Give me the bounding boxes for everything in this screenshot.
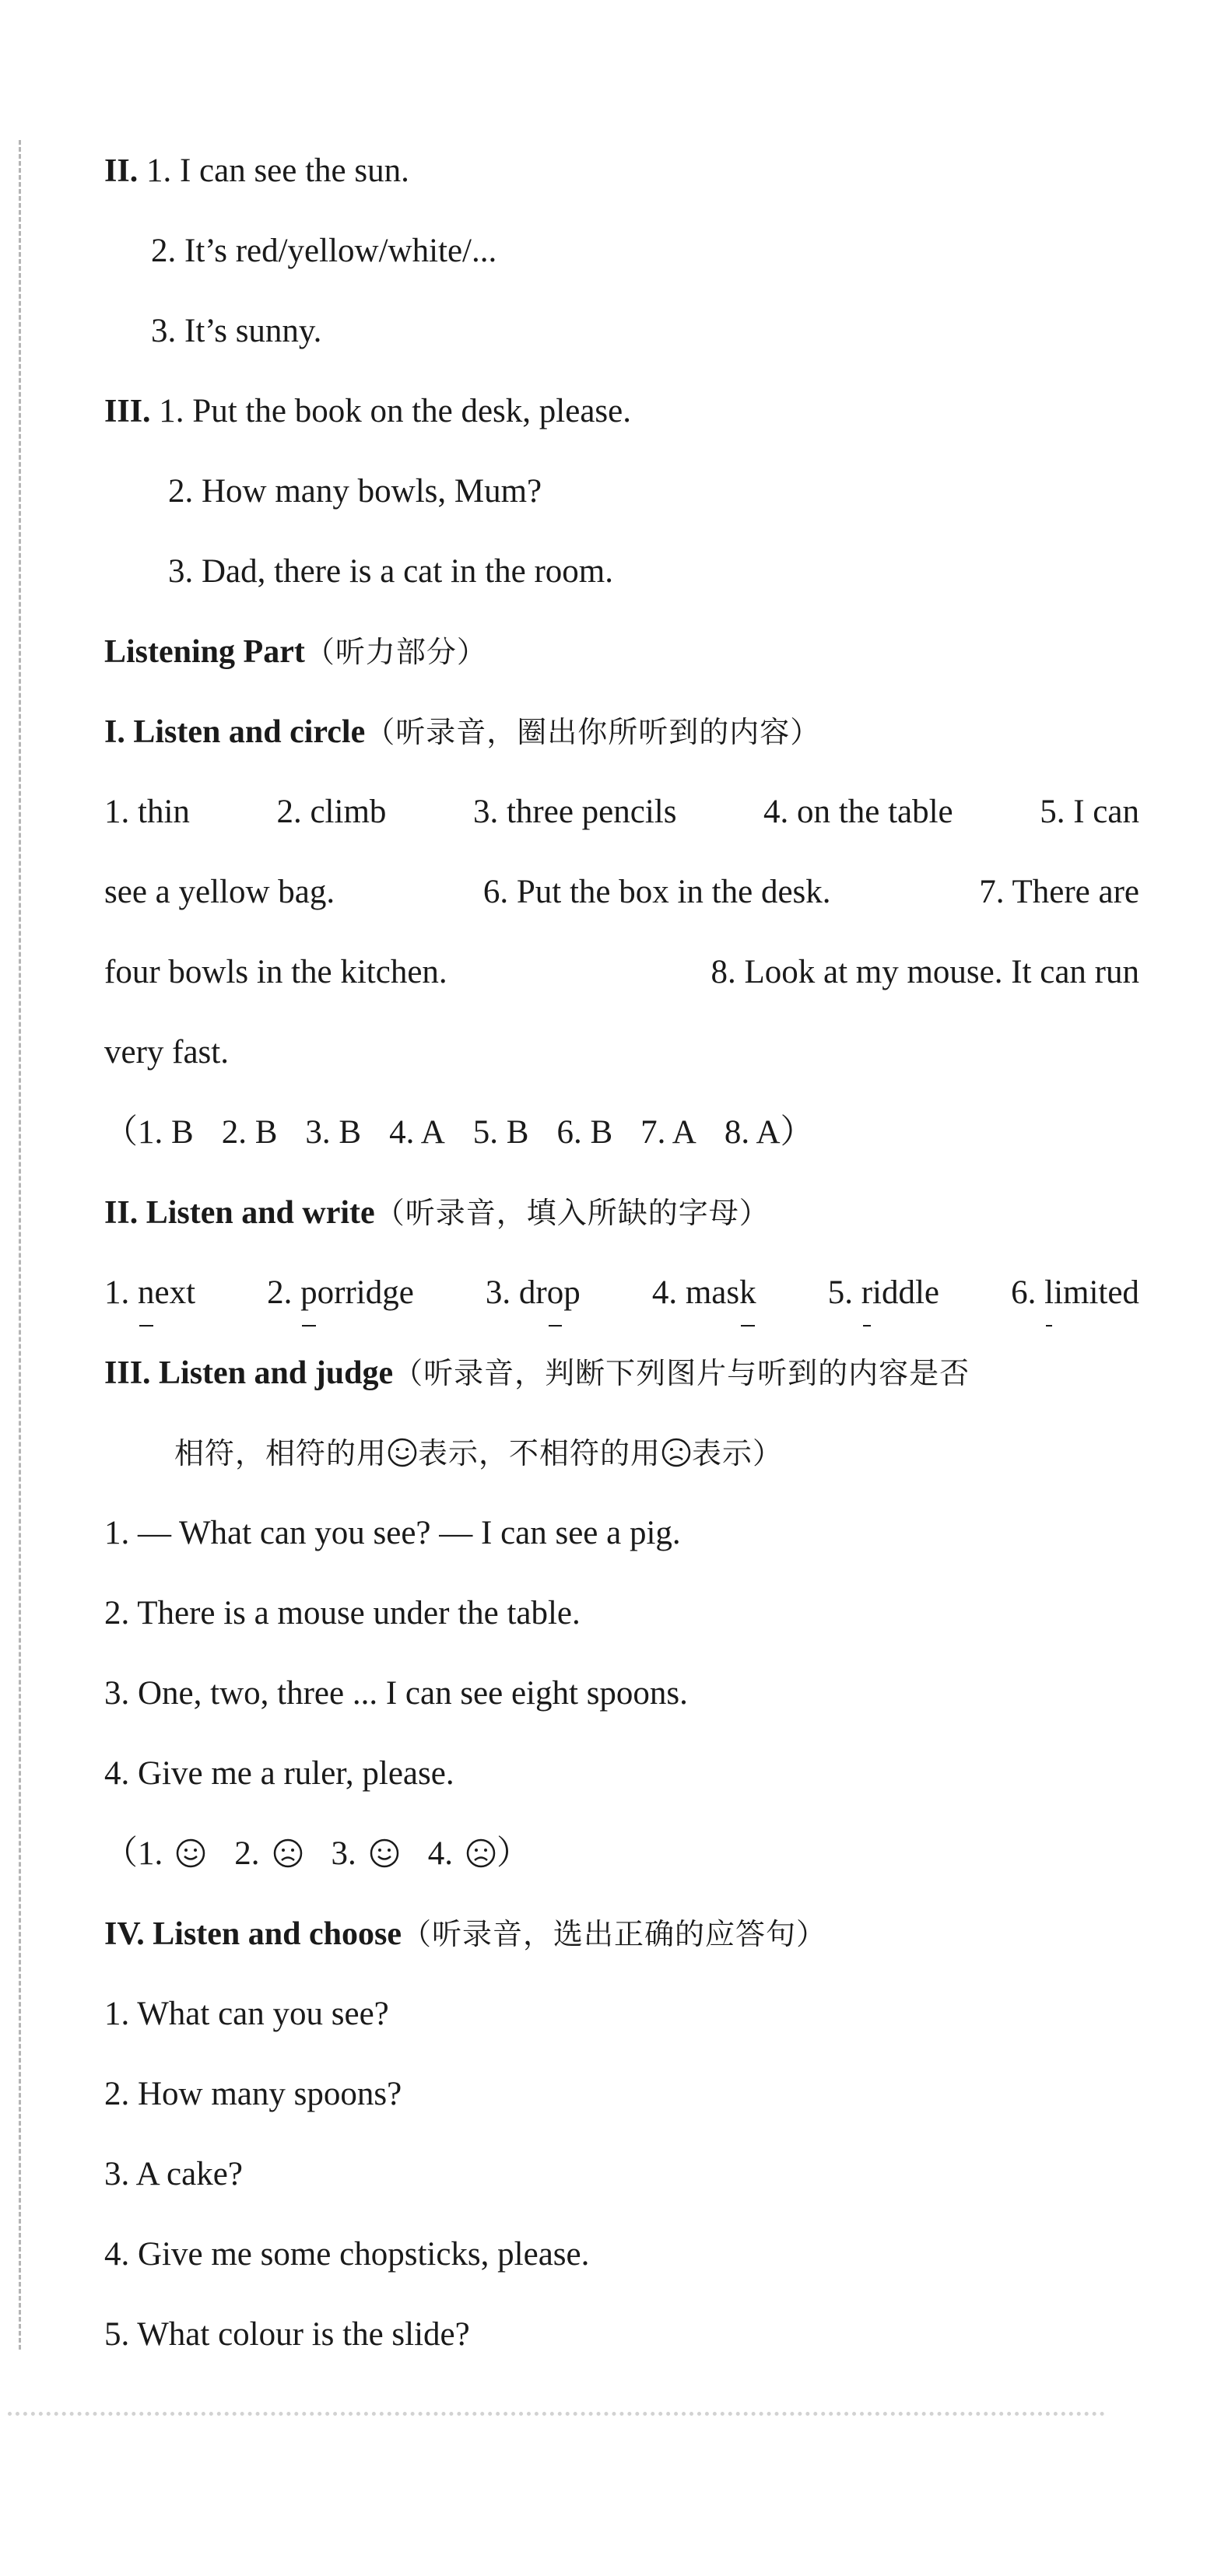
answers-close-paren: ） xyxy=(496,1835,530,1872)
part-3-line-3: 3. One, two, three ... I can see eight spoons. xyxy=(104,1675,688,1712)
section-2-line-3: 3. It’s sunny. xyxy=(151,313,322,349)
judge-answer-num: 3. xyxy=(331,1835,356,1872)
section-3-line-1-text: 1. Put the book on the desk, please. xyxy=(159,393,631,429)
fill-word-num: 5. xyxy=(827,1274,853,1311)
part-3-title-cn-b: 相符，相符的用 xyxy=(174,1436,388,1470)
section-2-line-1 xyxy=(104,131,1139,211)
fill-word xyxy=(104,1253,195,1333)
answer-content xyxy=(104,131,1139,2374)
part-1-title-cn: （听录音，圈出你所听到的内容） xyxy=(365,715,821,749)
part-1-item: four bowls in the kitchen. xyxy=(104,954,447,990)
margin-dashed-rule xyxy=(19,140,21,2350)
part-2-words xyxy=(104,1253,1139,1333)
fill-word-pre: mas xyxy=(685,1274,740,1311)
part-4-heading xyxy=(104,1894,1139,1974)
part-1-item: 3. three pencils xyxy=(472,794,677,830)
fill-word-num: 2. xyxy=(267,1274,293,1311)
part-1-item: 7. There are xyxy=(979,874,1139,910)
answer-item: 1. B xyxy=(138,1114,194,1151)
part-1-item: 5. I can xyxy=(1040,794,1139,830)
answer-item: 5. B xyxy=(472,1114,529,1151)
fill-word-post: imited xyxy=(1054,1274,1139,1311)
part-1-row-4: very fast. xyxy=(104,1034,229,1071)
answer-item: 6. B xyxy=(556,1114,613,1151)
fill-word xyxy=(1011,1253,1139,1333)
part-4-title: IV. Listen and choose xyxy=(104,1916,402,1952)
fill-word-post: p xyxy=(563,1274,581,1311)
fill-word-letter: n xyxy=(138,1253,155,1333)
answer-item: 8. A xyxy=(724,1114,781,1151)
frown-face-icon xyxy=(661,1435,692,1471)
fill-word-num: 1. xyxy=(104,1274,130,1311)
fill-word-post: ext xyxy=(154,1274,196,1311)
part-3-title: III. Listen and judge xyxy=(104,1355,394,1391)
fill-word-post: orridge xyxy=(317,1274,414,1311)
section-3-line-2: 2. How many bowls, Mum? xyxy=(168,473,542,510)
part-2-title: II. Listen and write xyxy=(104,1195,375,1231)
judge-answer-num: 4. xyxy=(427,1835,453,1872)
answers-open-paren: （ xyxy=(104,1835,138,1872)
part-3-title-cn-d: 表示） xyxy=(692,1436,784,1470)
bottom-dotted-rule xyxy=(8,2412,1105,2416)
part-1-heading xyxy=(104,692,1139,772)
part-1-row-3 xyxy=(104,932,1139,1012)
part-3-heading xyxy=(104,1333,1139,1413)
fill-word-pre: dr xyxy=(518,1274,547,1311)
part-1-row-2 xyxy=(104,852,1139,932)
fill-word xyxy=(267,1253,414,1333)
answers-open-paren: （ xyxy=(104,1114,138,1151)
part-3-title-cn-a: （听录音，判断下列图片与听到的内容是否 xyxy=(393,1356,970,1390)
part-3-answers xyxy=(104,1814,1139,1894)
part-4-title-cn: （听录音，选出正确的应答句） xyxy=(401,1917,826,1951)
part-4-line-3: 3. A cake? xyxy=(104,2156,243,2192)
part-4-line-2: 2. How many spoons? xyxy=(104,2076,402,2112)
smile-face-icon xyxy=(369,1835,400,1872)
part-1-item: 2. climb xyxy=(276,794,387,830)
part-1-row-1 xyxy=(104,772,1139,852)
section-2-line-1-text: 1. I can see the sun. xyxy=(146,152,409,189)
fill-word-num: 4. xyxy=(651,1274,678,1311)
part-3-line-1: 1. — What can you see? — I can see a pig. xyxy=(104,1515,681,1551)
part-4-line-4: 4. Give me some chopsticks, please. xyxy=(104,2236,590,2273)
fill-word xyxy=(828,1253,939,1333)
part-1-title: I. Listen and circle xyxy=(104,714,366,750)
part-3-heading-cont xyxy=(104,1413,1139,1493)
section-2-title: II. xyxy=(104,153,139,189)
answer-item: 3. B xyxy=(305,1114,362,1151)
fill-word-letter: r xyxy=(861,1253,872,1333)
part-3-line-2: 2. There is a mouse under the table. xyxy=(104,1595,581,1631)
answer-item: 2. B xyxy=(221,1114,278,1151)
part-1-item: see a yellow bag. xyxy=(104,874,335,910)
part-1-item: 1. thin xyxy=(104,794,190,830)
fill-word-letter: p xyxy=(300,1253,318,1333)
answer-item: 4. A xyxy=(389,1114,445,1151)
part-1-item: 4. on the table xyxy=(763,794,953,830)
fill-word xyxy=(652,1253,756,1333)
fill-word-letter: l xyxy=(1044,1253,1054,1333)
listening-heading xyxy=(104,612,1139,692)
listening-title: Listening Part xyxy=(104,634,305,670)
section-2-line-2: 2. It’s red/yellow/white/... xyxy=(151,233,497,269)
part-3-line-4: 4. Give me a ruler, please. xyxy=(104,1755,454,1792)
answer-item: 7. A xyxy=(640,1114,696,1151)
fill-word-letter: o xyxy=(547,1253,564,1333)
fill-word-num: 3. xyxy=(485,1274,511,1311)
part-1-answers xyxy=(104,1092,1139,1172)
section-3-title: III. xyxy=(104,394,151,429)
part-1-item: 6. Put the box in the desk. xyxy=(482,874,831,910)
part-3-title-cn-c: 表示，不相符的用 xyxy=(418,1436,661,1470)
fill-word-letter: k xyxy=(739,1253,756,1333)
section-3-line-3: 3. Dad, there is a cat in the room. xyxy=(168,553,613,590)
fill-word-num: 6. xyxy=(1011,1274,1037,1311)
judge-answer-num: 1. xyxy=(138,1835,163,1872)
part-2-heading xyxy=(104,1172,1139,1253)
listening-title-cn: （听力部分） xyxy=(304,635,487,669)
smile-face-icon xyxy=(175,1835,206,1872)
frown-face-icon xyxy=(465,1835,496,1872)
judge-answer-num: 2. xyxy=(234,1835,260,1872)
section-3-line-1 xyxy=(104,371,1139,451)
fill-word-post: iddle xyxy=(872,1274,940,1311)
fill-word xyxy=(486,1253,581,1333)
frown-face-icon xyxy=(272,1835,304,1872)
answers-close-paren: ） xyxy=(780,1114,814,1151)
part-4-line-5: 5. What colour is the slide? xyxy=(104,2316,470,2353)
part-1-item: 8. Look at my mouse. It can run xyxy=(711,954,1139,990)
part-4-line-1: 1. What can you see? xyxy=(104,1996,389,2032)
part-2-title-cn: （听录音，填入所缺的字母） xyxy=(374,1196,770,1230)
smile-face-icon xyxy=(387,1435,418,1471)
